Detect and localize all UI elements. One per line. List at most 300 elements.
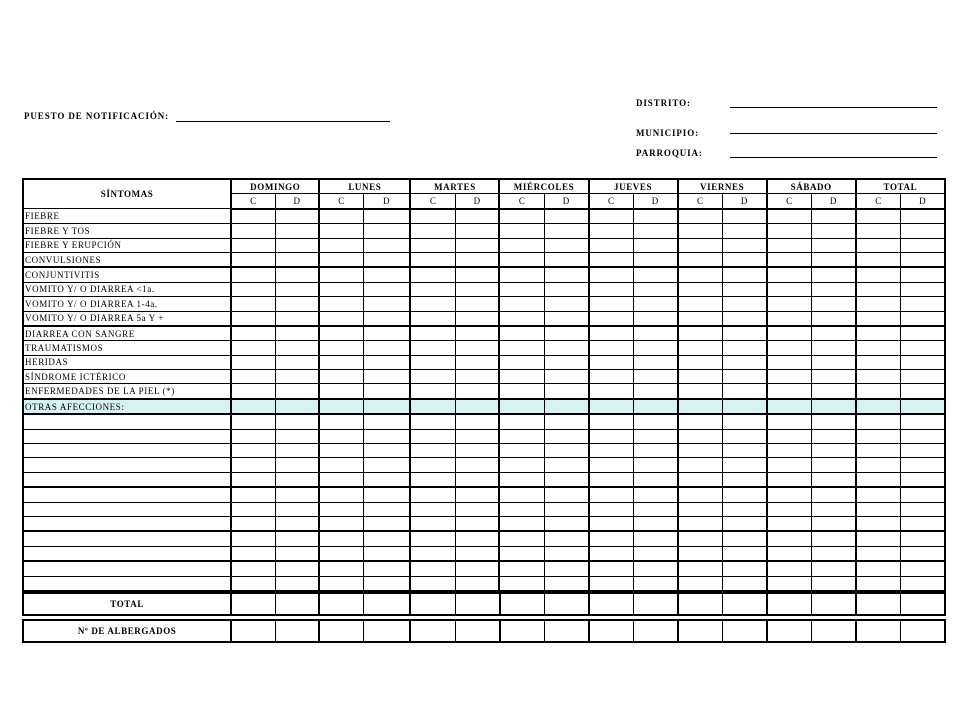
data-cell[interactable] [678, 576, 723, 591]
data-cell[interactable] [856, 326, 901, 341]
data-cell[interactable] [678, 399, 723, 414]
data-cell[interactable] [455, 502, 499, 516]
summary-cell[interactable] [363, 593, 410, 615]
data-cell[interactable] [455, 429, 499, 443]
data-cell[interactable] [410, 472, 455, 487]
data-cell[interactable] [544, 502, 588, 516]
data-cell[interactable] [812, 546, 856, 561]
data-cell[interactable] [455, 355, 499, 369]
data-cell[interactable] [901, 252, 945, 267]
data-cell[interactable] [455, 341, 499, 355]
data-cell[interactable] [499, 458, 544, 472]
data-cell[interactable] [634, 444, 678, 458]
data-cell[interactable] [589, 502, 634, 516]
data-cell[interactable] [275, 531, 319, 546]
symptom-label[interactable] [23, 531, 231, 546]
data-cell[interactable] [275, 238, 319, 252]
data-cell[interactable] [723, 414, 767, 429]
data-cell[interactable] [410, 267, 455, 282]
data-cell[interactable] [499, 238, 544, 252]
data-cell[interactable] [363, 502, 410, 516]
data-cell[interactable] [544, 576, 588, 591]
data-cell[interactable] [723, 429, 767, 443]
data-cell[interactable] [455, 576, 499, 591]
data-cell[interactable] [678, 531, 723, 546]
data-cell[interactable] [319, 546, 363, 561]
data-cell[interactable] [723, 472, 767, 487]
data-cell[interactable] [634, 502, 678, 516]
data-cell[interactable] [363, 282, 410, 296]
data-cell[interactable] [231, 267, 275, 282]
data-cell[interactable] [589, 516, 634, 531]
data-cell[interactable] [678, 282, 723, 296]
data-cell[interactable] [410, 546, 455, 561]
data-cell[interactable] [319, 576, 363, 591]
data-cell[interactable] [455, 282, 499, 296]
data-cell[interactable] [767, 341, 812, 355]
data-cell[interactable] [363, 311, 410, 326]
data-cell[interactable] [231, 297, 275, 311]
data-cell[interactable] [634, 487, 678, 502]
data-cell[interactable] [901, 546, 945, 561]
data-cell[interactable] [455, 414, 499, 429]
data-cell[interactable] [410, 341, 455, 355]
data-cell[interactable] [499, 561, 544, 576]
data-cell[interactable] [856, 429, 901, 443]
data-cell[interactable] [319, 297, 363, 311]
data-cell[interactable] [723, 546, 767, 561]
data-cell[interactable] [455, 370, 499, 384]
data-cell[interactable] [319, 209, 363, 224]
data-cell[interactable] [455, 238, 499, 252]
data-cell[interactable] [723, 355, 767, 369]
data-cell[interactable] [544, 472, 588, 487]
data-cell[interactable] [634, 576, 678, 591]
data-cell[interactable] [634, 458, 678, 472]
data-cell[interactable] [499, 355, 544, 369]
data-cell[interactable] [723, 487, 767, 502]
summary-cell[interactable] [410, 593, 455, 615]
data-cell[interactable] [410, 370, 455, 384]
data-cell[interactable] [812, 238, 856, 252]
data-cell[interactable] [319, 458, 363, 472]
data-cell[interactable] [363, 252, 410, 267]
data-cell[interactable] [812, 370, 856, 384]
data-cell[interactable] [767, 531, 812, 546]
data-cell[interactable] [455, 531, 499, 546]
symptom-label[interactable] [23, 516, 231, 531]
data-cell[interactable] [410, 531, 455, 546]
data-cell[interactable] [901, 238, 945, 252]
data-cell[interactable] [901, 341, 945, 355]
summary-cell[interactable] [275, 620, 319, 642]
data-cell[interactable] [544, 282, 588, 296]
data-cell[interactable] [275, 252, 319, 267]
data-cell[interactable] [589, 546, 634, 561]
data-cell[interactable] [767, 326, 812, 341]
data-cell[interactable] [678, 487, 723, 502]
data-cell[interactable] [499, 576, 544, 591]
data-cell[interactable] [231, 224, 275, 238]
symptom-label[interactable] [23, 561, 231, 576]
data-cell[interactable] [275, 384, 319, 399]
data-cell[interactable] [856, 472, 901, 487]
summary-cell[interactable] [319, 593, 363, 615]
data-cell[interactable] [363, 487, 410, 502]
data-cell[interactable] [634, 370, 678, 384]
summary-cell[interactable] [901, 620, 945, 642]
data-cell[interactable] [723, 252, 767, 267]
data-cell[interactable] [901, 326, 945, 341]
summary-cell[interactable] [678, 593, 723, 615]
data-cell[interactable] [856, 355, 901, 369]
data-cell[interactable] [499, 414, 544, 429]
data-cell[interactable] [455, 444, 499, 458]
data-cell[interactable] [410, 444, 455, 458]
data-cell[interactable] [589, 238, 634, 252]
data-cell[interactable] [499, 267, 544, 282]
data-cell[interactable] [231, 458, 275, 472]
summary-cell[interactable] [723, 620, 767, 642]
data-cell[interactable] [589, 561, 634, 576]
data-cell[interactable] [319, 224, 363, 238]
data-cell[interactable] [544, 311, 588, 326]
data-cell[interactable] [589, 531, 634, 546]
data-cell[interactable] [901, 502, 945, 516]
data-cell[interactable] [678, 561, 723, 576]
data-cell[interactable] [589, 399, 634, 414]
symptom-label[interactable] [23, 458, 231, 472]
data-cell[interactable] [410, 326, 455, 341]
data-cell[interactable] [856, 282, 901, 296]
data-cell[interactable] [589, 267, 634, 282]
data-cell[interactable] [363, 297, 410, 311]
data-cell[interactable] [319, 399, 363, 414]
summary-cell[interactable] [767, 593, 812, 615]
data-cell[interactable] [812, 414, 856, 429]
data-cell[interactable] [901, 561, 945, 576]
data-cell[interactable] [544, 224, 588, 238]
data-cell[interactable] [634, 341, 678, 355]
data-cell[interactable] [363, 370, 410, 384]
data-cell[interactable] [363, 399, 410, 414]
data-cell[interactable] [634, 311, 678, 326]
data-cell[interactable] [410, 399, 455, 414]
data-cell[interactable] [723, 297, 767, 311]
data-cell[interactable] [363, 326, 410, 341]
data-cell[interactable] [901, 399, 945, 414]
data-cell[interactable] [410, 458, 455, 472]
summary-cell[interactable] [812, 593, 856, 615]
data-cell[interactable] [499, 311, 544, 326]
data-cell[interactable] [319, 531, 363, 546]
summary-cell[interactable] [678, 620, 723, 642]
data-cell[interactable] [678, 472, 723, 487]
data-cell[interactable] [544, 238, 588, 252]
data-cell[interactable] [634, 209, 678, 224]
data-cell[interactable] [767, 267, 812, 282]
data-cell[interactable] [634, 546, 678, 561]
data-cell[interactable] [856, 414, 901, 429]
symptom-label[interactable] [23, 576, 231, 591]
data-cell[interactable] [634, 238, 678, 252]
data-cell[interactable] [812, 576, 856, 591]
data-cell[interactable] [634, 267, 678, 282]
data-cell[interactable] [275, 414, 319, 429]
data-cell[interactable] [319, 238, 363, 252]
data-cell[interactable] [767, 414, 812, 429]
data-cell[interactable] [231, 531, 275, 546]
data-cell[interactable] [723, 458, 767, 472]
data-cell[interactable] [901, 209, 945, 224]
data-cell[interactable] [589, 370, 634, 384]
data-cell[interactable] [856, 546, 901, 561]
data-cell[interactable] [231, 444, 275, 458]
data-cell[interactable] [634, 399, 678, 414]
data-cell[interactable] [723, 267, 767, 282]
data-cell[interactable] [319, 311, 363, 326]
summary-cell[interactable] [856, 593, 901, 615]
data-cell[interactable] [455, 472, 499, 487]
data-cell[interactable] [231, 399, 275, 414]
data-cell[interactable] [544, 458, 588, 472]
data-cell[interactable] [678, 252, 723, 267]
data-cell[interactable] [363, 209, 410, 224]
data-cell[interactable] [767, 224, 812, 238]
data-cell[interactable] [767, 370, 812, 384]
data-cell[interactable] [363, 429, 410, 443]
data-cell[interactable] [363, 458, 410, 472]
data-cell[interactable] [767, 561, 812, 576]
data-cell[interactable] [723, 238, 767, 252]
summary-cell[interactable] [500, 593, 545, 615]
data-cell[interactable] [231, 252, 275, 267]
data-cell[interactable] [812, 429, 856, 443]
data-cell[interactable] [678, 502, 723, 516]
summary-cell[interactable] [231, 620, 275, 642]
data-cell[interactable] [231, 487, 275, 502]
data-cell[interactable] [363, 341, 410, 355]
data-cell[interactable] [634, 516, 678, 531]
data-cell[interactable] [410, 355, 455, 369]
data-cell[interactable] [544, 487, 588, 502]
summary-cell[interactable] [410, 620, 455, 642]
summary-cell[interactable] [589, 620, 634, 642]
data-cell[interactable] [901, 516, 945, 531]
data-cell[interactable] [231, 209, 275, 224]
data-cell[interactable] [544, 531, 588, 546]
data-cell[interactable] [634, 297, 678, 311]
symptom-label[interactable] [23, 502, 231, 516]
data-cell[interactable] [319, 414, 363, 429]
data-cell[interactable] [767, 311, 812, 326]
data-cell[interactable] [499, 444, 544, 458]
data-cell[interactable] [319, 487, 363, 502]
data-cell[interactable] [901, 384, 945, 399]
data-cell[interactable] [901, 458, 945, 472]
data-cell[interactable] [275, 209, 319, 224]
data-cell[interactable] [410, 224, 455, 238]
data-cell[interactable] [856, 444, 901, 458]
data-cell[interactable] [812, 355, 856, 369]
data-cell[interactable] [812, 531, 856, 546]
data-cell[interactable] [812, 516, 856, 531]
data-cell[interactable] [812, 311, 856, 326]
data-cell[interactable] [767, 399, 812, 414]
data-cell[interactable] [634, 282, 678, 296]
data-cell[interactable] [363, 355, 410, 369]
data-cell[interactable] [455, 384, 499, 399]
data-cell[interactable] [812, 458, 856, 472]
data-cell[interactable] [410, 297, 455, 311]
data-cell[interactable] [319, 429, 363, 443]
data-cell[interactable] [499, 209, 544, 224]
data-cell[interactable] [812, 472, 856, 487]
data-cell[interactable] [275, 355, 319, 369]
data-cell[interactable] [275, 444, 319, 458]
summary-cell[interactable] [634, 593, 678, 615]
data-cell[interactable] [634, 561, 678, 576]
data-cell[interactable] [231, 561, 275, 576]
summary-cell[interactable] [455, 593, 499, 615]
data-cell[interactable] [275, 326, 319, 341]
data-cell[interactable] [544, 355, 588, 369]
data-cell[interactable] [856, 297, 901, 311]
data-cell[interactable] [319, 282, 363, 296]
data-cell[interactable] [589, 487, 634, 502]
data-cell[interactable] [678, 238, 723, 252]
data-cell[interactable] [455, 399, 499, 414]
data-cell[interactable] [275, 267, 319, 282]
summary-cell[interactable] [723, 593, 767, 615]
data-cell[interactable] [410, 516, 455, 531]
data-cell[interactable] [767, 472, 812, 487]
summary-cell[interactable] [363, 620, 410, 642]
data-cell[interactable] [544, 341, 588, 355]
data-cell[interactable] [231, 472, 275, 487]
data-cell[interactable] [275, 297, 319, 311]
data-cell[interactable] [544, 252, 588, 267]
data-cell[interactable] [589, 297, 634, 311]
data-cell[interactable] [455, 224, 499, 238]
data-cell[interactable] [275, 576, 319, 591]
data-cell[interactable] [901, 282, 945, 296]
data-cell[interactable] [678, 311, 723, 326]
data-cell[interactable] [275, 561, 319, 576]
data-cell[interactable] [856, 458, 901, 472]
data-cell[interactable] [499, 252, 544, 267]
data-cell[interactable] [812, 341, 856, 355]
data-cell[interactable] [589, 355, 634, 369]
symptom-label[interactable] [23, 414, 231, 429]
data-cell[interactable] [634, 326, 678, 341]
data-cell[interactable] [455, 458, 499, 472]
data-cell[interactable] [856, 576, 901, 591]
data-cell[interactable] [275, 502, 319, 516]
data-cell[interactable] [499, 487, 544, 502]
data-cell[interactable] [767, 546, 812, 561]
data-cell[interactable] [319, 267, 363, 282]
data-cell[interactable] [589, 429, 634, 443]
data-cell[interactable] [363, 384, 410, 399]
data-cell[interactable] [678, 384, 723, 399]
data-cell[interactable] [678, 224, 723, 238]
data-cell[interactable] [812, 487, 856, 502]
data-cell[interactable] [319, 384, 363, 399]
data-cell[interactable] [589, 311, 634, 326]
symptom-label[interactable] [23, 444, 231, 458]
data-cell[interactable] [634, 224, 678, 238]
data-cell[interactable] [901, 472, 945, 487]
data-cell[interactable] [723, 561, 767, 576]
data-cell[interactable] [901, 370, 945, 384]
data-cell[interactable] [499, 429, 544, 443]
symptom-label[interactable] [23, 429, 231, 443]
data-cell[interactable] [901, 267, 945, 282]
summary-cell[interactable] [812, 620, 856, 642]
data-cell[interactable] [455, 311, 499, 326]
data-cell[interactable] [678, 326, 723, 341]
data-cell[interactable] [856, 399, 901, 414]
data-cell[interactable] [319, 472, 363, 487]
data-cell[interactable] [319, 502, 363, 516]
data-cell[interactable] [499, 341, 544, 355]
data-cell[interactable] [275, 458, 319, 472]
data-cell[interactable] [544, 444, 588, 458]
data-cell[interactable] [410, 576, 455, 591]
data-cell[interactable] [231, 238, 275, 252]
data-cell[interactable] [678, 458, 723, 472]
data-cell[interactable] [275, 472, 319, 487]
data-cell[interactable] [723, 209, 767, 224]
data-cell[interactable] [634, 384, 678, 399]
symptom-label[interactable] [23, 472, 231, 487]
data-cell[interactable] [723, 502, 767, 516]
symptom-label[interactable] [23, 546, 231, 561]
data-cell[interactable] [455, 252, 499, 267]
data-cell[interactable] [319, 561, 363, 576]
data-cell[interactable] [812, 224, 856, 238]
data-cell[interactable] [319, 341, 363, 355]
data-cell[interactable] [410, 429, 455, 443]
data-cell[interactable] [455, 326, 499, 341]
data-cell[interactable] [499, 546, 544, 561]
data-cell[interactable] [678, 209, 723, 224]
data-cell[interactable] [812, 384, 856, 399]
data-cell[interactable] [767, 209, 812, 224]
data-cell[interactable] [856, 252, 901, 267]
data-cell[interactable] [856, 516, 901, 531]
data-cell[interactable] [767, 384, 812, 399]
data-cell[interactable] [275, 487, 319, 502]
data-cell[interactable] [723, 282, 767, 296]
summary-cell[interactable] [500, 620, 545, 642]
data-cell[interactable] [231, 414, 275, 429]
data-cell[interactable] [544, 209, 588, 224]
data-cell[interactable] [499, 472, 544, 487]
data-cell[interactable] [723, 516, 767, 531]
data-cell[interactable] [544, 561, 588, 576]
data-cell[interactable] [901, 531, 945, 546]
data-cell[interactable] [812, 297, 856, 311]
data-cell[interactable] [275, 311, 319, 326]
data-cell[interactable] [544, 297, 588, 311]
data-cell[interactable] [678, 267, 723, 282]
data-cell[interactable] [856, 238, 901, 252]
data-cell[interactable] [410, 238, 455, 252]
data-cell[interactable] [319, 444, 363, 458]
data-cell[interactable] [589, 458, 634, 472]
